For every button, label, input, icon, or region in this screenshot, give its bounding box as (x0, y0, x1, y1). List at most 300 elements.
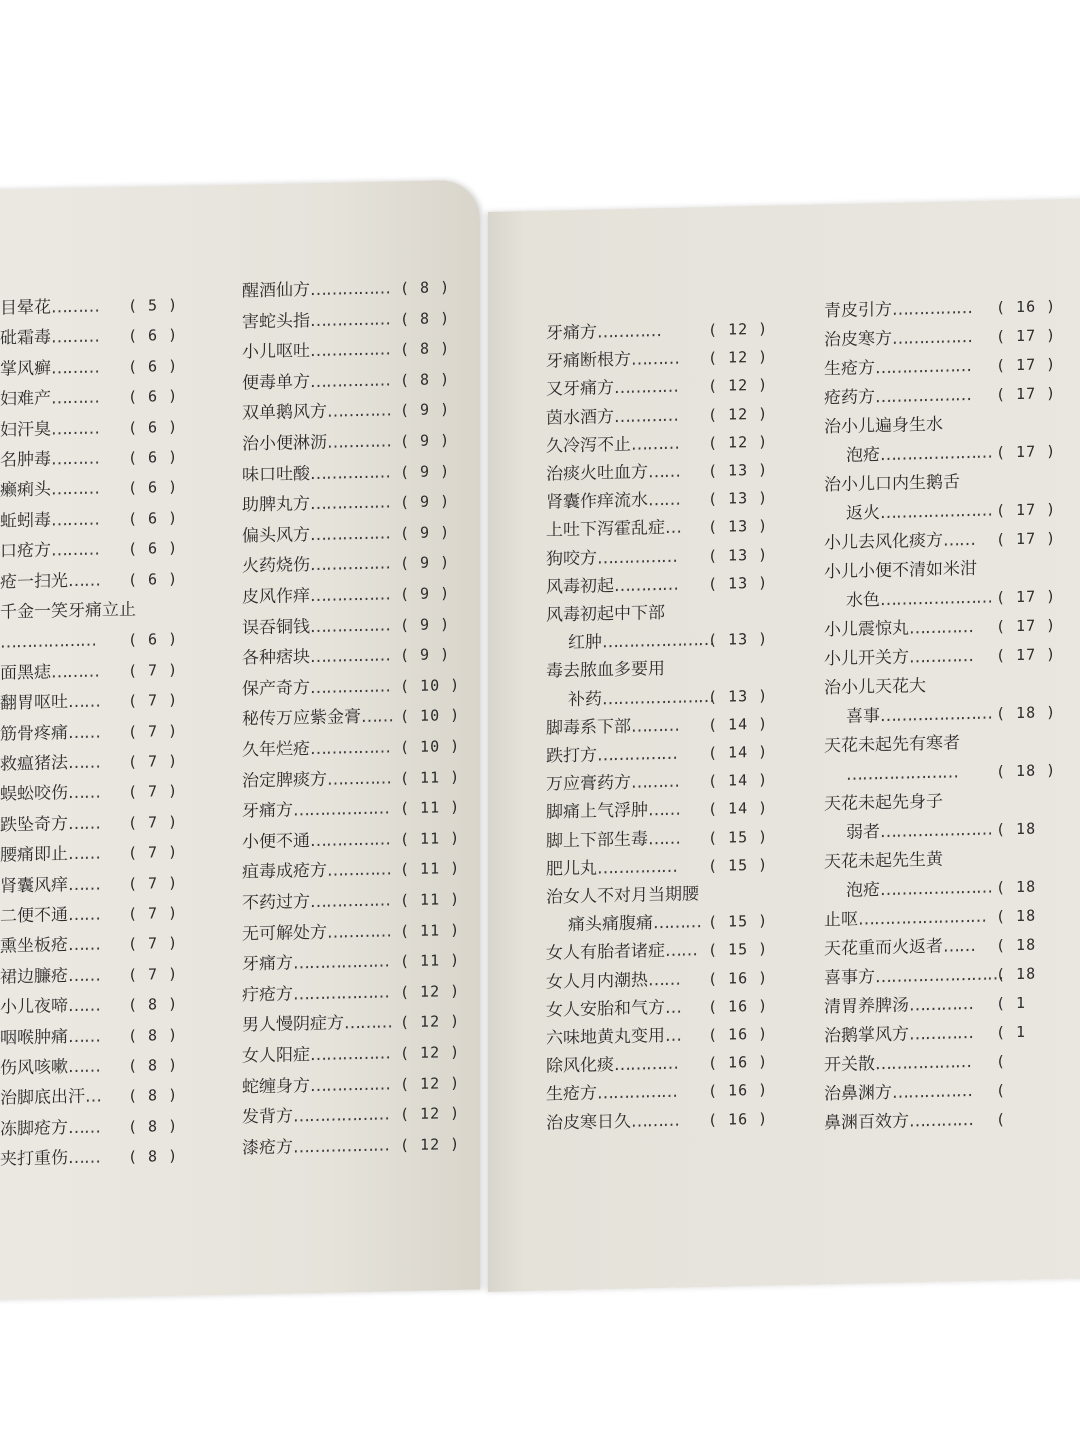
toc-entry (242, 614, 451, 639)
toc-entry-title: 妇汗臭 (0, 419, 51, 441)
toc-entry-title: 生疮方 (546, 1083, 597, 1106)
toc-page-number: ( 12 ) (708, 319, 769, 340)
toc-entry (242, 1012, 461, 1037)
toc-entry-title: 腰痛即止 (0, 844, 68, 866)
toc-entry-title: 保产奇方 (242, 677, 310, 700)
toc-page-number: ( 13 ) (708, 460, 769, 481)
toc-leader-dots: ……… (51, 296, 99, 318)
toc-entry-title: 水色 (846, 590, 880, 611)
toc-entry-title: 名肿毒 (0, 449, 51, 471)
toc-page-number: ( 6 ) (128, 539, 179, 559)
toc-entry-title: 疮一扫光 (0, 570, 68, 593)
toc-entry-title: 救瘟猪法 (0, 753, 68, 775)
toc-page-number: ( 16 ) (708, 1109, 769, 1129)
toc-page-number: ( 14 ) (708, 799, 769, 819)
toc-leader-dots: ……… (51, 387, 99, 409)
toc-leader-dots: ……………… (293, 798, 389, 821)
toc-entry-title: 漆疮方 (242, 1137, 293, 1159)
toc-entry-title: 治小儿遍身生水 (824, 414, 943, 438)
toc-entry-title: 小儿去风化痰方 (824, 530, 943, 554)
toc-entry (546, 517, 769, 542)
toc-leader-dots: …………… (310, 1074, 390, 1096)
toc-entry (0, 599, 136, 624)
toc-page-number: ( 18 (996, 819, 1037, 839)
toc-column-2 (242, 276, 472, 1159)
toc-leader-dots: … (665, 518, 681, 539)
toc-page-number: ( 6 ) (128, 387, 179, 407)
toc-leader-dots: …… (68, 843, 100, 865)
toc-leader-dots: …… (68, 752, 100, 774)
toc-entry-title: 上吐下泻霍乱症 (546, 518, 665, 542)
toc-page-number: ( 8 ) (128, 1147, 179, 1167)
toc-entry (242, 400, 451, 425)
toc-page-number: ( 9 ) (400, 492, 451, 512)
toc-page-number: ( 9 ) (400, 645, 451, 665)
toc-page-number: ( 6 ) (128, 417, 179, 437)
toc-entry-title: 治痰火吐血方 (546, 462, 648, 485)
toc-leader-dots: …… (648, 800, 680, 821)
toc-entry-title: 又牙痛方 (546, 378, 614, 401)
toc-entry (824, 558, 977, 583)
toc-page-number: ( 11 ) (400, 951, 461, 971)
toc-leader-dots: …………… (310, 339, 390, 362)
toc-entry-title: 跌打方 (546, 745, 597, 767)
toc-leader-dots: …………… (310, 309, 390, 331)
toc-entry (824, 906, 1037, 932)
toc-page-number: ( 6 ) (128, 508, 179, 528)
toc-page-number: ( 8 ) (128, 1055, 179, 1075)
toc-leader-dots: …………… (310, 829, 390, 851)
toc-page-number: ( 6 ) (128, 326, 179, 346)
toc-page-number: ( 7 ) (128, 873, 179, 893)
toc-leader-dots: ………… (327, 767, 391, 790)
toc-leader-dots: ……………… (293, 1104, 389, 1127)
toc-entry-title: 伤风咳嗽 (0, 1057, 68, 1079)
toc-entry (242, 461, 451, 486)
toc-leader-dots: ………………… (602, 686, 714, 710)
toc-entry (546, 714, 769, 739)
toc-page-number: ( 12 ) (400, 1134, 461, 1154)
toc-page-number: ( 12 ) (400, 981, 461, 1001)
toc-entry (824, 471, 960, 496)
toc-entry (546, 602, 665, 627)
toc-entry-title: 脚痛上气浮肿 (546, 800, 648, 824)
toc-leader-dots: ……… (51, 326, 99, 348)
toc-entry-title: 牙痛断根方 (546, 349, 631, 372)
toc-entry-title: 裙边臁疮 (0, 965, 68, 988)
toc-leader-dots: ………… (597, 321, 661, 343)
toc-page-number: ( 6 ) (128, 569, 179, 589)
toc-column-4 (824, 294, 1080, 1134)
toc-page-number: ( 17 ) (996, 442, 1057, 462)
toc-entry (824, 1109, 1007, 1134)
toc-entry (546, 827, 769, 852)
toc-entry (546, 545, 769, 570)
toc-leader-dots: ……… (631, 715, 679, 737)
toc-entry (846, 703, 1057, 728)
toc-leader-dots: …………………… (875, 964, 1003, 988)
toc-entry (546, 770, 769, 796)
toc-leader-dots: …… (68, 874, 100, 895)
toc-page-number: ( 8 ) (400, 339, 451, 359)
toc-entry-title: 久年烂疮 (242, 739, 310, 761)
toc-entry (546, 1081, 769, 1106)
toc-leader-dots: ……… (631, 433, 679, 455)
toc-page-number: ( 18 ) (996, 703, 1057, 723)
toc-page-number: ( 16 ) (708, 996, 769, 1016)
toc-entry (824, 732, 960, 757)
toc-leader-dots: …………… (310, 645, 390, 668)
toc-leader-dots: ………………… (880, 819, 992, 843)
toc-leader-dots: ………… (614, 377, 678, 399)
toc-entry (568, 685, 769, 710)
toc-entry (824, 616, 1057, 641)
toc-page-number: ( 12 ) (400, 1042, 461, 1063)
toc-entry (546, 883, 699, 908)
toc-leader-dots: ………………… (846, 762, 958, 785)
toc-leader-dots: …………… (597, 546, 677, 569)
toc-page-number: ( 12 ) (708, 404, 769, 424)
toc-entry-title: 脚毒系下部 (546, 716, 631, 739)
toc-page-number: ( 13 ) (708, 488, 769, 509)
toc-entry (242, 951, 461, 976)
toc-page-number: ( 17 ) (996, 326, 1057, 346)
toc-entry-title: 害蛇头指 (242, 310, 310, 333)
toc-entry-title: 鼻渊百效方 (824, 1111, 909, 1134)
toc-leader-dots: …… (648, 489, 680, 511)
toc-leader-dots: …………… (310, 462, 390, 484)
toc-entry-title: 疽毒成疮方 (242, 861, 327, 883)
toc-entry (242, 981, 461, 1006)
toc-entry (0, 569, 179, 593)
toc-leader-dots: ………… (909, 616, 973, 639)
toc-entry-title: 治小儿口内生鹅舌 (824, 472, 960, 496)
toc-entry-title: 毒去脓血多要用 (546, 659, 665, 683)
toc-entry-title: 牙痛方 (242, 953, 293, 975)
toc-page-number: ( 12 ) (708, 376, 769, 396)
toc-entry (242, 430, 451, 455)
toc-entry (546, 347, 769, 373)
toc-leader-dots: ……… (631, 348, 679, 370)
toc-page-number: ( 9 ) (400, 431, 451, 451)
toc-entry-title: 万应膏药方 (546, 772, 631, 795)
toc-entry (824, 1022, 1027, 1047)
toc-leader-dots: ………… (327, 859, 391, 882)
toc-entry-title: 助脾丸方 (242, 494, 310, 516)
toc-entry (0, 843, 179, 867)
toc-entry (0, 934, 179, 958)
toc-page-number: ( 7 ) (128, 812, 179, 832)
toc-entry (546, 404, 769, 429)
toc-page-number: ( (996, 1081, 1007, 1100)
toc-entry (546, 1052, 769, 1078)
toc-entry (546, 488, 769, 514)
toc-entry (0, 903, 179, 927)
toc-entry-title: 天花未起先身子 (824, 791, 943, 815)
toc-page-number: ( 8 ) (128, 1086, 179, 1106)
toc-entry-title: 筋骨疼痛 (0, 722, 68, 745)
toc-leader-dots: ……… (631, 771, 679, 793)
toc-entry (846, 761, 1057, 786)
toc-leader-dots: …… (68, 1026, 100, 1047)
toc-entry-title: 小儿呕吐 (242, 341, 310, 363)
toc-page-number: ( 13 ) (708, 545, 769, 565)
toc-page-number: ( 16 ) (708, 1081, 769, 1101)
toc-entry (824, 414, 943, 439)
toc-page-number: ( 8 ) (400, 278, 451, 298)
toc-leader-dots: …………… (310, 584, 390, 607)
toc-entry (0, 691, 179, 715)
toc-entry-title: 除风化痰 (546, 1055, 614, 1077)
toc-entry-title: 蛇缠身方 (242, 1075, 310, 1098)
toc-entry (0, 1147, 179, 1171)
toc-leader-dots: ……………… (293, 1135, 389, 1158)
toc-entry (824, 963, 1037, 989)
toc-entry-title: 女人月内潮热 (546, 969, 648, 993)
toc-leader-dots: …………… (310, 278, 390, 301)
toc-page-number: ( 10 ) (400, 706, 461, 726)
toc-entry (242, 798, 461, 823)
toc-entry (0, 995, 179, 1019)
toc-entry (568, 911, 769, 936)
toc-entry-title: 小儿夜啼 (0, 996, 68, 1018)
toc-entry-title: 小便不通 (242, 830, 310, 853)
toc-entry-title: 治小便淋沥 (242, 432, 327, 455)
toc-leader-dots: …………… (597, 1082, 677, 1104)
toc-entry-title: 脚上下部生毒 (546, 828, 648, 852)
toc-page-number: ( 17 ) (996, 355, 1057, 375)
toc-leader-dots: … (85, 1086, 101, 1108)
toc-leader-dots: …………… (310, 553, 390, 576)
toc-entry-title: 误吞铜钱 (242, 616, 310, 639)
toc-entry (0, 1025, 179, 1049)
toc-page-number: ( 5 ) (128, 295, 179, 315)
toc-leader-dots: ……………… (875, 1052, 971, 1075)
toc-entry (546, 658, 665, 683)
toc-entry (242, 920, 461, 945)
toc-entry-title: 女人安胎和气方 (546, 997, 665, 1021)
toc-leader-dots: ………… (614, 405, 678, 427)
toc-page-number: ( 14 ) (708, 770, 769, 791)
toc-leader-dots: ………… (327, 400, 391, 423)
toc-page-number: ( 16 ) (708, 1052, 769, 1073)
toc-leader-dots: ……… (344, 1012, 392, 1034)
toc-leader-dots: …………… (310, 523, 390, 545)
toc-entry-title: 醒酒仙方 (242, 280, 310, 302)
toc-entry-title: 治皮寒日久 (546, 1111, 631, 1134)
toc-entry-title: 肾囊风痒 (0, 874, 68, 897)
toc-leader-dots: ………………… (880, 442, 992, 466)
toc-entry (546, 460, 769, 486)
toc-entry-title: 弱者 (846, 822, 880, 843)
toc-page-number: ( (996, 1052, 1007, 1071)
toc-page-number: ( 7 ) (128, 721, 179, 741)
toc-entry (824, 1080, 1007, 1105)
toc-entry-title: 秘传万应紫金膏 (242, 707, 361, 730)
toc-entry-title: 无可解处方 (242, 922, 327, 945)
toc-leader-dots: …………… (310, 1043, 390, 1066)
toc-leader-dots: ……… (51, 539, 99, 561)
toc-entry (0, 326, 179, 350)
toc-entry-title: 癞痢头 (0, 479, 51, 501)
toc-leader-dots: …… (648, 828, 680, 849)
toc-entry (546, 319, 769, 345)
toc-entry (0, 812, 179, 836)
toc-entry (846, 500, 1057, 525)
toc-entry (824, 849, 943, 874)
toc-entry-title: 偏头风方 (242, 524, 310, 547)
toc-page-number: ( 11 ) (400, 859, 461, 879)
toc-entry-title: 天花未起先有寒者 (824, 733, 960, 757)
toc-entry (242, 889, 461, 914)
toc-page-number: ( 9 ) (400, 584, 451, 604)
toc-page-number: ( 9 ) (400, 522, 451, 542)
toc-entry-title: 疮药方 (824, 387, 875, 409)
toc-page-number: ( 14 ) (708, 742, 769, 763)
toc-entry-title: 小儿开关方 (824, 647, 909, 670)
toc-entry (824, 645, 1057, 670)
toc-page-number: ( 7 ) (128, 691, 179, 711)
toc-page-number: ( 16 ) (708, 968, 769, 988)
toc-entry (242, 1042, 461, 1067)
toc-entry (824, 355, 1057, 380)
toc-entry-title: 味口吐酸 (242, 463, 310, 486)
toc-entry-title: 风毒初起 (546, 575, 614, 598)
toc-entry-title: 生疮方 (824, 358, 875, 380)
toc-entry-title: 牙痛方 (242, 800, 293, 822)
toc-leader-dots: …………… (310, 492, 390, 515)
toc-leader-dots: …………… (310, 370, 390, 392)
toc-leader-dots: …………… (310, 737, 390, 760)
toc-leader-dots: ………………… (880, 877, 992, 901)
toc-entry-title: 治鼻渊方 (824, 1082, 892, 1105)
toc-entry (242, 828, 461, 853)
toc-entry-title: 治皮寒方 (824, 328, 892, 351)
toc-entry (0, 782, 179, 806)
toc-entry-title: 六味地黄丸变用 (546, 1025, 665, 1049)
toc-entry-title: 女人有胎者诸症 (546, 941, 665, 965)
toc-page-number: ( 15 ) (708, 911, 769, 932)
toc-entry-title: 妇难产 (0, 388, 51, 410)
toc-entry-title: 泡疮 (846, 445, 880, 466)
toc-entry (824, 791, 943, 816)
toc-entry (546, 968, 769, 993)
toc-entry (0, 721, 179, 745)
toc-leader-dots: …… (68, 813, 100, 834)
toc-leader-dots: …………… (892, 1081, 972, 1103)
toc-entry-title: 面黑痣 (0, 662, 51, 684)
toc-leader-dots: ……… (631, 1110, 679, 1132)
toc-entry-title: 跌坠奇方 (0, 813, 68, 836)
toc-page-number: ( 8 ) (128, 995, 179, 1015)
toc-page-number: ( 12 ) (708, 347, 769, 368)
toc-page-number: ( 6 ) (128, 630, 179, 650)
toc-entry (546, 799, 769, 824)
toc-page-number: ( 1 (996, 1022, 1027, 1042)
toc-entry (546, 996, 769, 1021)
toc-page-number: ( 13 ) (708, 573, 769, 593)
toc-leader-dots: …………… (892, 298, 972, 320)
toc-page-number: ( 12 ) (400, 1073, 461, 1093)
toc-page-number: ( 8 ) (128, 1025, 179, 1045)
toc-entry (824, 935, 1037, 960)
toc-page-number: ( 11 ) (400, 798, 461, 818)
toc-leader-dots: ……………… (293, 982, 389, 1005)
toc-leader-dots: …… (68, 722, 100, 743)
toc-entry (0, 873, 179, 897)
toc-page-number: ( 1 (996, 993, 1027, 1013)
toc-entry-title: 治脚底出汗 (0, 1087, 85, 1109)
toc-leader-dots: ………………… (880, 587, 992, 611)
toc-leader-dots: … (665, 1025, 681, 1046)
toc-entry-title: 治鹅掌风方 (824, 1024, 909, 1047)
toc-entry (242, 583, 451, 608)
toc-leader-dots: ……………… (875, 356, 971, 379)
toc-leader-dots: …… (68, 995, 100, 1017)
toc-entry-title: 女人阳症 (242, 1045, 310, 1067)
toc-leader-dots: ……… (51, 661, 99, 683)
toc-entry-title: 茵水酒方 (546, 406, 614, 429)
toc-page-number: ( 15 ) (708, 827, 769, 847)
toc-entry-title: 治女人不对月当期腰 (546, 884, 699, 908)
toc-leader-dots: …………… (892, 327, 972, 349)
toc-leader-dots: …… (943, 529, 975, 551)
toc-entry (0, 751, 179, 775)
toc-page-number: ( 7 ) (128, 843, 179, 863)
toc-entry (546, 742, 769, 768)
toc-entry-title: 掌风癣 (0, 358, 51, 380)
toc-entry-title: 皮风作痒 (242, 586, 310, 608)
toc-leader-dots: ………………… (880, 500, 992, 524)
toc-entry (546, 432, 769, 457)
toc-entry-title: 双单鹅风方 (242, 402, 327, 424)
toc-entry (824, 326, 1057, 351)
toc-entry-title: 红肿 (568, 632, 602, 654)
toc-leader-dots: ……………… (0, 630, 96, 653)
toc-entry (0, 447, 179, 472)
toc-leader-dots: ……… (51, 357, 99, 379)
toc-page-number: ( 13 ) (708, 686, 769, 706)
toc-entry (242, 1104, 461, 1129)
toc-entry (242, 369, 451, 394)
toc-entry-title: 冻脚疮方 (0, 1117, 68, 1140)
toc-entry (0, 356, 179, 380)
toc-entry-title: 小儿小便不清如米泔 (824, 558, 977, 583)
toc-entry (0, 964, 179, 988)
toc-entry (546, 1024, 769, 1050)
toc-entry-title: 风毒初起中下部 (546, 602, 665, 626)
toc-entry-title: 翻胃呕吐 (0, 692, 68, 714)
toc-page-number: ( 15 ) (708, 855, 769, 875)
toc-entry-title: 小儿震惊丸 (824, 618, 909, 641)
toc-leader-dots: …………… (310, 615, 390, 637)
toc-entry-title: 喜事 (846, 706, 880, 727)
toc-page-number: ( 9 ) (400, 614, 451, 634)
toc-page-number: ( 17 ) (996, 529, 1057, 549)
toc-page-number: ( 6 ) (128, 478, 179, 498)
toc-entry (242, 492, 451, 517)
toc-leader-dots: ……… (653, 912, 701, 934)
toc-leader-dots: ………… (327, 431, 391, 453)
toc-entry-title: 火药烧伤 (242, 555, 310, 577)
toc-entry (0, 508, 179, 532)
toc-page-number: ( 11 ) (400, 828, 461, 848)
toc-entry-title: 便毒单方 (242, 371, 310, 394)
toc-entry-title: 咽喉肿痛 (0, 1026, 68, 1049)
toc-page-number: ( 8 ) (400, 308, 451, 328)
toc-page-number: ( 7 ) (128, 934, 179, 954)
toc-page-number: ( 8 ) (400, 369, 451, 389)
